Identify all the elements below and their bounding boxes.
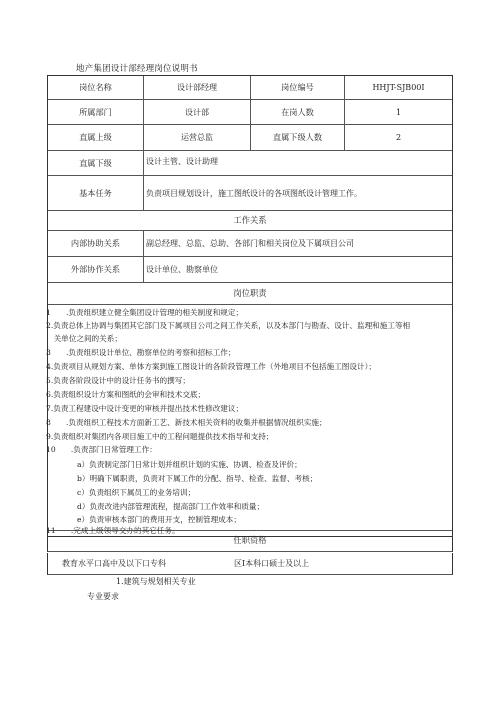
doc-title: 地产集团设计部经理岗位说明书	[76, 64, 198, 74]
duty-line: 8 .负责组织工程技术方面新工艺、新技术相关资料的收集并根据情况组织实施；	[46, 418, 327, 427]
duty-line: 9.负责组织对集团内各项目施工中的工程问题提供技术指导和支持；	[46, 432, 274, 441]
position-name-label: 岗位名称	[79, 82, 112, 92]
duty-line: 3 .负责组织设计单位、勘察单位的考察和招标工作；	[46, 348, 236, 357]
department-value: 设计部	[185, 107, 209, 117]
position-name-value: 设计部经理	[177, 83, 217, 92]
duty-line: 关单位之间的关系；	[46, 334, 122, 343]
subordinate-count-value: 2	[395, 133, 402, 142]
major-label: 专业要求	[87, 592, 119, 601]
basic-task-label: 基本任务	[79, 187, 112, 198]
duty-sub-item: c）负责组织下属员工的业务培训；	[77, 488, 196, 497]
duty-line-last: 11 .完成上级领导交办的其它任务。	[46, 526, 180, 535]
duty-line: 5.负责各阶段设计中的设计任务书的撰写；	[46, 376, 190, 385]
subordinate-count-label: 直属下级人数	[272, 132, 323, 142]
basic-task-value: 负责项目规划设计，施工图纸设计的各项图纸设计管理工作。	[146, 188, 362, 198]
education-left: 教育水平口高中及以下口专科	[62, 559, 166, 568]
duty-sub-item: d）负责改进内部管理流程，提高部门工作效率和质量；	[77, 502, 265, 511]
duty-line: 6.负责组织设计方案和图纸的会审和技术交底；	[46, 390, 206, 399]
headcount-value: 1	[395, 107, 402, 117]
headcount-label: 在岗人数	[281, 106, 314, 117]
education-row	[47, 553, 453, 575]
duty-line: 10 .负责部门日常管理工作：	[46, 445, 157, 454]
duty-line: 4.负责项目从规划方案、单体方案到施工图设计的各阶段管理工作（外地项目不包括施工图设计）；	[46, 362, 376, 371]
duty-line: 2.负责总体上协调与集团其它部门及下属项目公司之间工作关系，以及本部门与勘查、设计、监理和施工等相	[46, 321, 411, 330]
supervisor-label: 直属上级	[79, 132, 112, 142]
subordinates-label: 直属下级	[79, 157, 112, 168]
duty-sub-item: a）负责制定部门日常计划并组织计划的实施、协调、检查及评价；	[77, 460, 302, 469]
external-relations-value: 设计单位、勘察单位	[146, 265, 218, 274]
duties-header: 岗位职责	[233, 288, 267, 298]
duty-line: 1 .负责组织建立健全集团设计管理的相关制度和规定；	[46, 308, 244, 317]
work-relations-header: 工作关系	[233, 215, 267, 225]
major-requirement: 1.建筑与规划相关专业	[116, 577, 196, 586]
qualifications-header: 任职资格	[47, 530, 453, 552]
position-code-value: HHJT-SJB00I	[372, 83, 425, 92]
duty-line: 7.负责工程建设中设计变更的审核并提出技术性修改建议；	[46, 404, 244, 413]
supervisor-value: 运营总监	[181, 133, 213, 142]
education-right: 区Ⅰ本科口硕士及以上	[234, 559, 310, 568]
internal-relations-label: 内部协助关系	[70, 238, 121, 248]
duty-sub-item: e）负责审核本部门的费用开支，控制管理成本；	[77, 515, 241, 524]
department-label: 所属部门	[79, 106, 112, 117]
position-code-label: 岗位编号	[281, 82, 314, 92]
subordinates-value: 设计主管、设计助理	[146, 157, 218, 166]
job-description-table	[47, 75, 453, 537]
external-relations-label: 外部协作关系	[70, 264, 121, 274]
duty-sub-item: b）明确下属职责，负责对下属工作的分配、指导、检查、监督、考核；	[77, 474, 318, 483]
internal-relations-value: 副总经理、总监、总助、各部门和相关岗位及下属项目公司	[146, 239, 354, 248]
